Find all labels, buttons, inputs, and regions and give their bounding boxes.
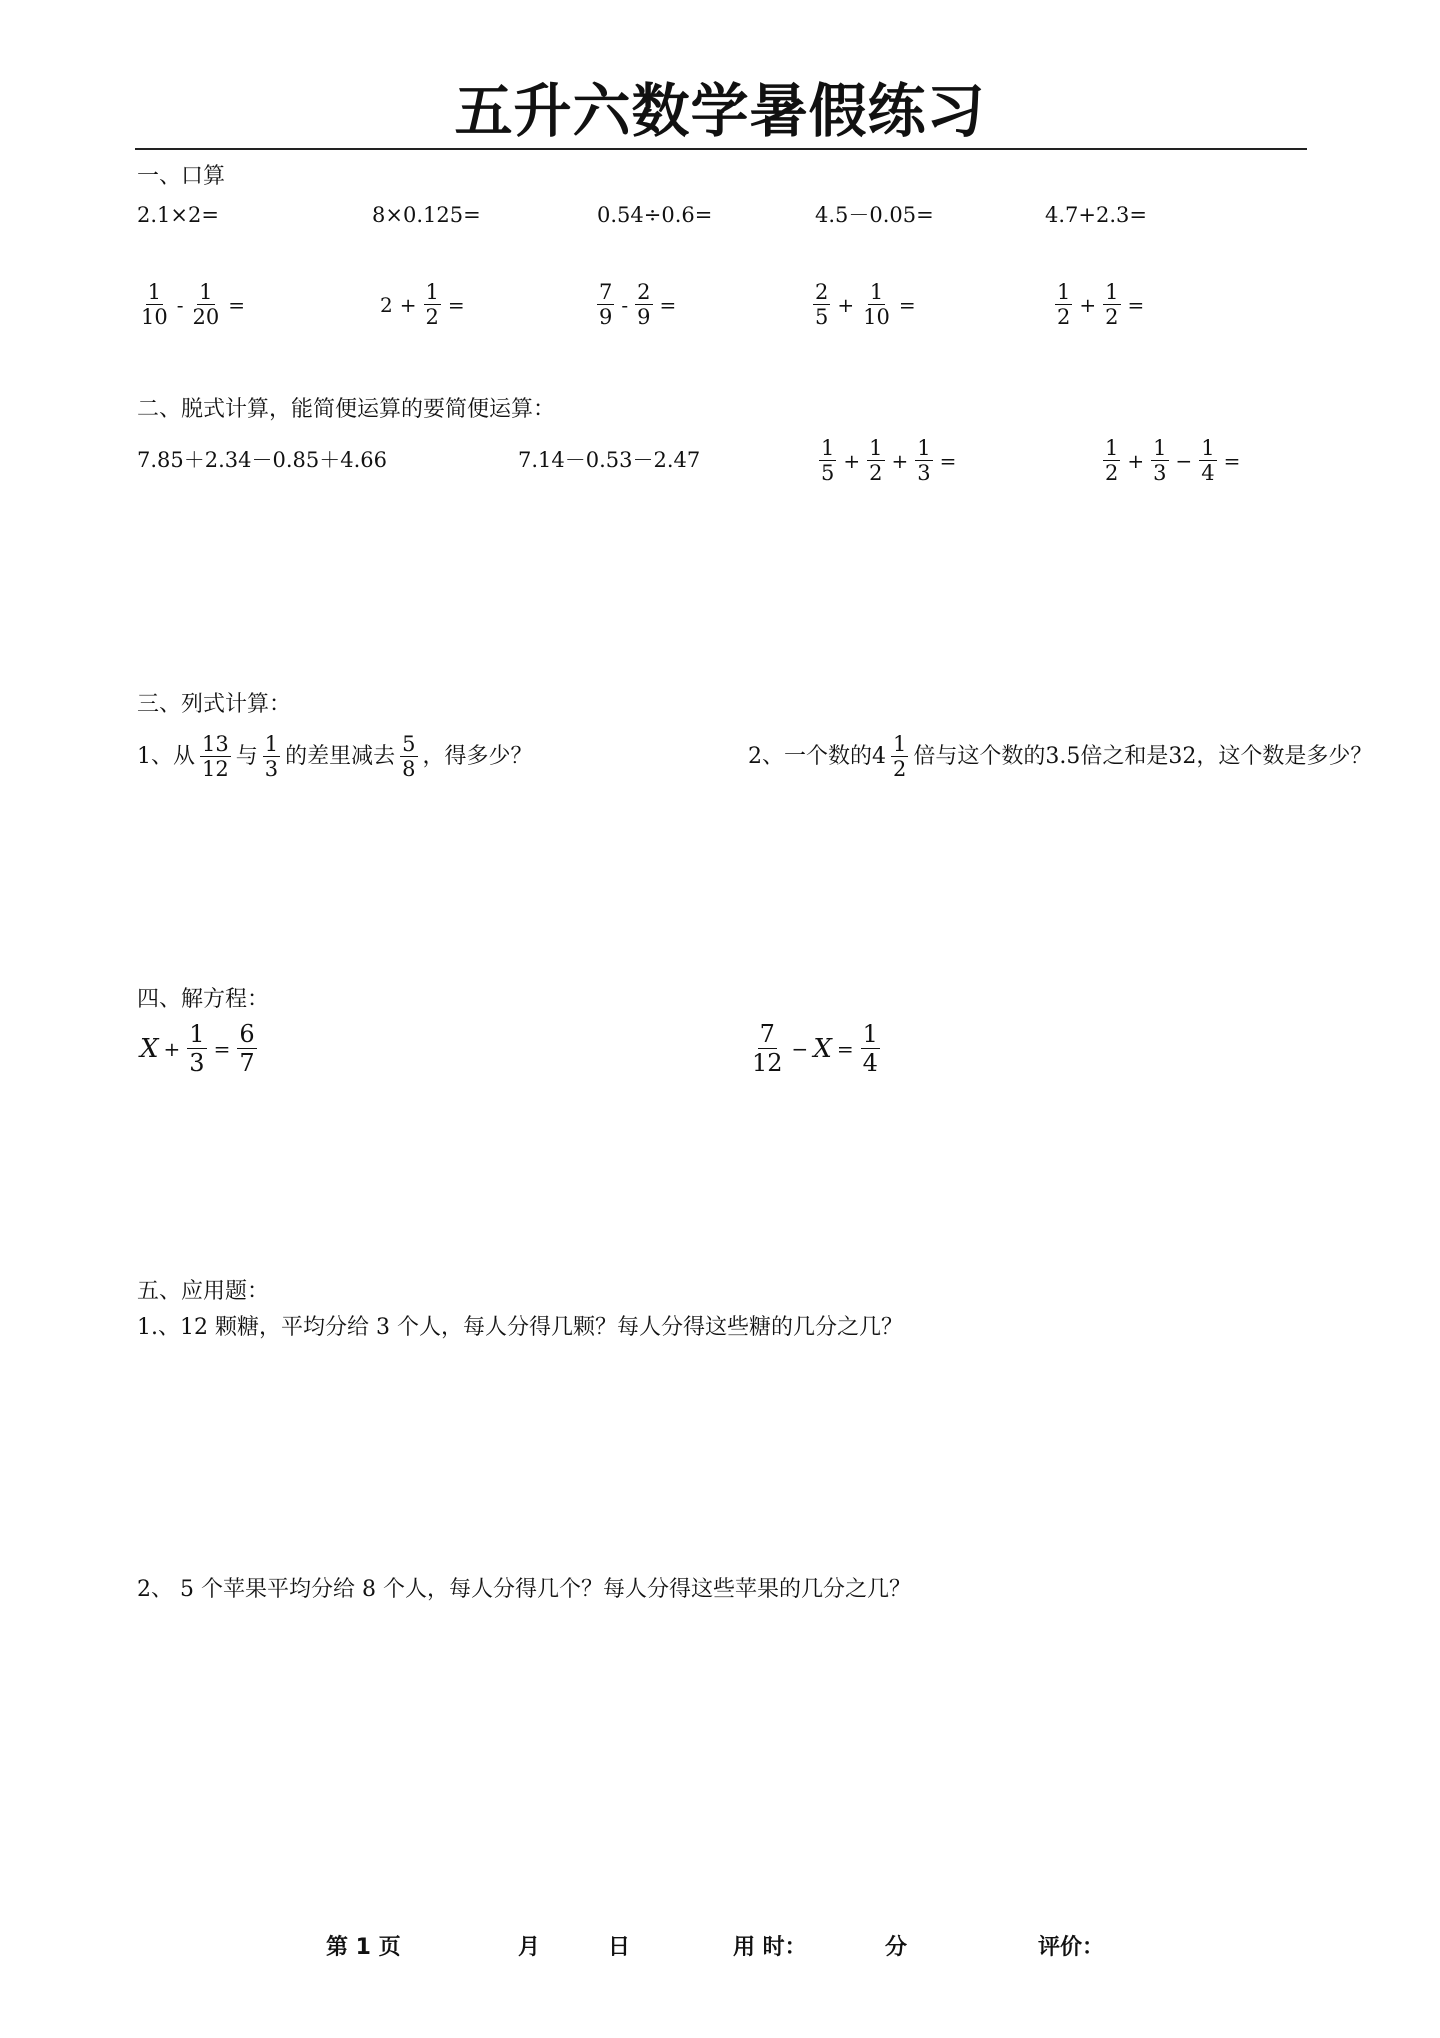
footer-minute: 分 (885, 1935, 908, 1960)
oral-calc-1: 2.1×2= (137, 203, 219, 227)
oral-frac-calc-2: 2 + $\frac{1}{2}$ = (380, 280, 465, 329)
section-2-heading: 二、脱式计算，能简便运算的要简便运算： (137, 397, 556, 422)
oral-frac-calc-1: $\frac{1}{10}$ - $\frac{1}{20}$ = (141, 280, 245, 329)
footer-month: 月 (518, 1935, 541, 1960)
section-5-heading: 五、应用题： (137, 1279, 270, 1304)
oral-calc-5: 4.7+2.3= (1045, 203, 1147, 227)
word-calc-1: 1、从 $\frac{13}{12}$ 与 $\frac{1}{3}$ 的差里减去 $\frac{5}{8}$ ，得多少？ (137, 732, 533, 781)
oral-calc-3: 0.54÷0.6= (597, 203, 713, 227)
word-problem-1: 1.、12 颗糖，平均分给 3 个人，每人分得几颗？每人分得这些糖的几分之几？ (137, 1315, 903, 1340)
title-divider (135, 148, 1307, 150)
oral-frac-calc-5: $\frac{1}{2}$ + $\frac{1}{2}$ = (1057, 280, 1145, 329)
footer-time-label: 用 时： (733, 1935, 807, 1960)
section-3-heading: 三、列式计算： (137, 692, 292, 717)
section-1-heading: 一、口算 (137, 164, 226, 189)
oral-frac-calc-4: $\frac{2}{5}$ + $\frac{1}{10}$ = (815, 280, 916, 329)
equation-1: X + $\frac{1}{3}$ = $\frac{6}{7}$ (140, 1020, 255, 1077)
step-calc-1: 7.85＋2.34－0.85＋4.66 (137, 448, 388, 472)
footer-day: 日 (608, 1935, 631, 1960)
step-calc-2: 7.14－0.53－2.47 (518, 448, 701, 472)
footer-page-number: 第 1 页 (326, 1935, 401, 1960)
step-calc-4: $\frac{1}{2}$ + $\frac{1}{3}$ − $\frac{1}{4}$ = (1105, 436, 1241, 485)
section-4-heading: 四、解方程： (137, 987, 270, 1012)
page-title: 五升六数学暑假练习 (454, 77, 986, 145)
oral-calc-4: 4.5－0.05= (815, 203, 934, 227)
equation-2: $\frac{7}{12}$ − X = $\frac{1}{4}$ (752, 1020, 878, 1077)
word-problem-2: 2、 5 个苹果平均分给 8 个人，每人分得几个？每人分得这些苹果的几分之几？ (137, 1577, 911, 1602)
step-calc-3: $\frac{1}{5}$ + $\frac{1}{2}$ + $\frac{1}{3}$ = (821, 436, 957, 485)
oral-frac-calc-3: $\frac{7}{9}$ - $\frac{2}{9}$ = (599, 280, 677, 329)
oral-calc-2: 8×0.125= (372, 203, 481, 227)
word-calc-2: 2、一个数的4 $\frac{1}{2}$ 倍与这个数的3.5倍之和是32，这个数是多少？ (748, 732, 1373, 781)
footer-evaluation: 评价： (1038, 1935, 1105, 1960)
